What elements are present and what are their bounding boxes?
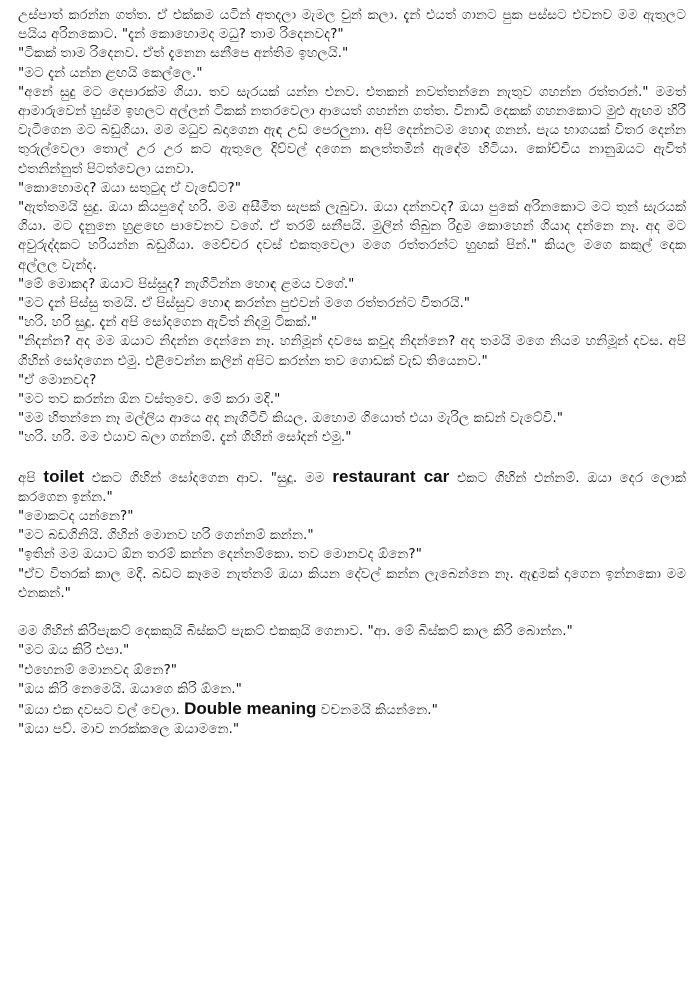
- paragraph: "ඒව විතරක් කාල මදි. බඩට කෑමෙ නැත්නම් ඔයා කියන දේවල් කන්න ලැබෙන්නෙ නෑ. ඇඳුමක් දාගෙන ඉන්නකො මම එනකන්.": [18, 565, 686, 601]
- dialogue-line: "ඔය කිරි නෙමෙයි. ඔයාගෙ කිරි ඕනෙ.": [18, 680, 242, 697]
- dialogue-line: "මට බඩගිනියි. ගිහින් මොනව හරි ගෙන්නම් කන්න.": [18, 527, 314, 544]
- text-run: එකට ගිහින් එන්නම්. ඔයා දෙර ලොක් කරගෙන ඉන්න.": [18, 469, 686, 505]
- dialogue-line: "ඒ මොනවද?: [18, 371, 97, 388]
- english-word: restaurant car: [332, 466, 450, 486]
- text-run: "ඔයා එක දවසට වල් වෙලා.: [18, 701, 185, 718]
- dialogue-line: "මට දැන් පිස්සු තමයි. ඒ පිස්සුව හොඳ කරන්න පුළුවන් මගෙ රත්තරන්ට විතරයි.": [18, 295, 471, 312]
- text-run: වචනමයි කියන්නෙ.": [316, 701, 438, 718]
- paragraph: "ඇත්තමයි සුදු. ඔයා කියපුදේ හරි. මම අසීමිත සැපක් ලැබුවා. ඔයා දන්නවද? ඔයා පුකේ අරිනකොට මට තුන් සැරයක් ගියා. මට දැනුනෙ හුළඟෙ පාවෙනව වගේ. ඒ තරම් සනීපයි. මුලින් තිබුන රිදුම කොහෙන් ගියාද දන්නෙ නෑ. අද මට අවුරුද්දකට හරියන්න බඩුගියා. මෙච්චර දවස් එකතුවෙලා මගෙ රත්තරන්ට හුඟක් පින්." කියල මගෙ කකුල් දෙක අල්ලල වැන්ද.: [18, 199, 686, 273]
- dialogue-line: "ඔයා පව්. මාව නරක්කලෙ ඔයාමනෙ.": [18, 721, 240, 738]
- dialogue-line: "ඉතින් මම ඔයාට ඕන තරම් කන්න දෙන්නම්කො. තව මොනවද ඕනෙ?": [18, 546, 422, 563]
- dialogue-line: "ටිකක් තාම රිදෙනව. ඒත් දැනෙන සනීපෙ අන්තිම ඉහලයි.": [18, 45, 349, 62]
- paragraph: "අනේ සුදු මට දෙපාරක්ම ගියා. තව සැරයක් යන්න එනව. එතකන් නවත්තන්නෙ නැතුව ගහන්න රත්තරන්." මමත් ආමාරුවෙන් හුස්ම ඉහලට අල්ලන් ටිකක් නතරවෙලා ආයෙත් ගහන්න ගත්ත. විනාඩි දෙකක් ගහනකොට මුළු ඇඟම හිරි වැටීගෙන මට බඩුගියා. මම මධුව බදාගෙන ඇඳ උඩ පෙරලුනා. අපි දෙන්නටම හොඳ ගනන්. පැය භාගයක් විතර දෙන්න තුරුල්වෙලා තොල් උර උර කට ඇතුලෙ දිව්වල් දගෙන කලත්තමින් ඇඳේම හිටියා. කෝච්චිය නානුඔයට ඇවිත් එතනින්නුත් පිටත්වෙලා යනවා.: [18, 83, 686, 177]
- dialogue-line: "මොකටද යන්නෙ?": [18, 508, 134, 525]
- dialogue-line: "මට තව කරන්න ඕන වස්තුවෙ. මේ කරා මදි.": [18, 391, 281, 408]
- dialogue-line: [18, 699, 686, 720]
- dialogue-line: "මට දැන් යන්න ළඟයි කෙල්ලෙ.": [18, 64, 203, 81]
- text-run: අපි: [18, 469, 44, 486]
- paragraph: උස්පාත් කරන්න ගත්ත. ඒ එක්කම යටින් අතදලා මැමල චුන් කලා. දැන් එයත් ගානට පුක පස්සට එවනව මම ඇතුලට පයිය අරිනකොට. "දැන් කොහොමද මධු? තාම රිදෙනවද?": [18, 7, 686, 43]
- dialogue-line: "මේ මොකද? ඔයාට පිස්සුද? නැගිටින්න හොඳ ළමය වගේ.": [18, 275, 355, 292]
- paragraph: "නිදන්න? අද මම ඔයාට නිදන්න දෙන්නෙ නෑ. හනිමූන් දවසෙ කවුද නිදන්නෙ? අද තමයි මගෙ නියම හනිමූන් දවස. අපි ගිහින් සෝදගෙන එමු. එළිවෙන්න කලින් අපිට කරන්න තව ගොඩක් වැඩ තියෙනව.": [18, 333, 686, 369]
- paragraph: [18, 467, 686, 507]
- dialogue-line: "මම හිතන්නෙ නෑ මල්ලිය ආයෙ අද නැගිටීවි කියල. ඔහොම ගියොත් එයා මැරිල කඩන් වැටේවි.": [18, 410, 563, 427]
- dialogue-line: "හරි. හරි සුදූ. දැන් අපි සෝදගෙන ඇවිත් නිදමු ටිකක්.": [18, 314, 318, 331]
- dialogue-line: "කොහොමද? ඔයා සතුටුද ඒ වැඩේට?": [18, 179, 241, 196]
- dialogue-line: "මට ඔය කිරි එපා.": [18, 642, 130, 659]
- paragraph: මම ගිහින් කිරිපැකට් දෙකකුයි බිස්කට් පැකට් එකකුයි ගෙනාව. "ආ. මේ බිස්කට් කාල කිරි බොන්න.": [18, 623, 573, 640]
- dialogue-line: "එහෙනම් මොනවද ඕනෙ?": [18, 661, 178, 678]
- dialogue-line: "හරි. හරි. මම එයාව බලා ගන්නම්. දැන් ගිහින් සෝදන් එමු.": [18, 429, 352, 446]
- english-word: Double meaning: [184, 698, 317, 718]
- english-word: toilet: [43, 466, 85, 486]
- text-run: එකට ගිහින් සෝදගෙන ආව. "සුදූ. මම: [84, 469, 333, 486]
